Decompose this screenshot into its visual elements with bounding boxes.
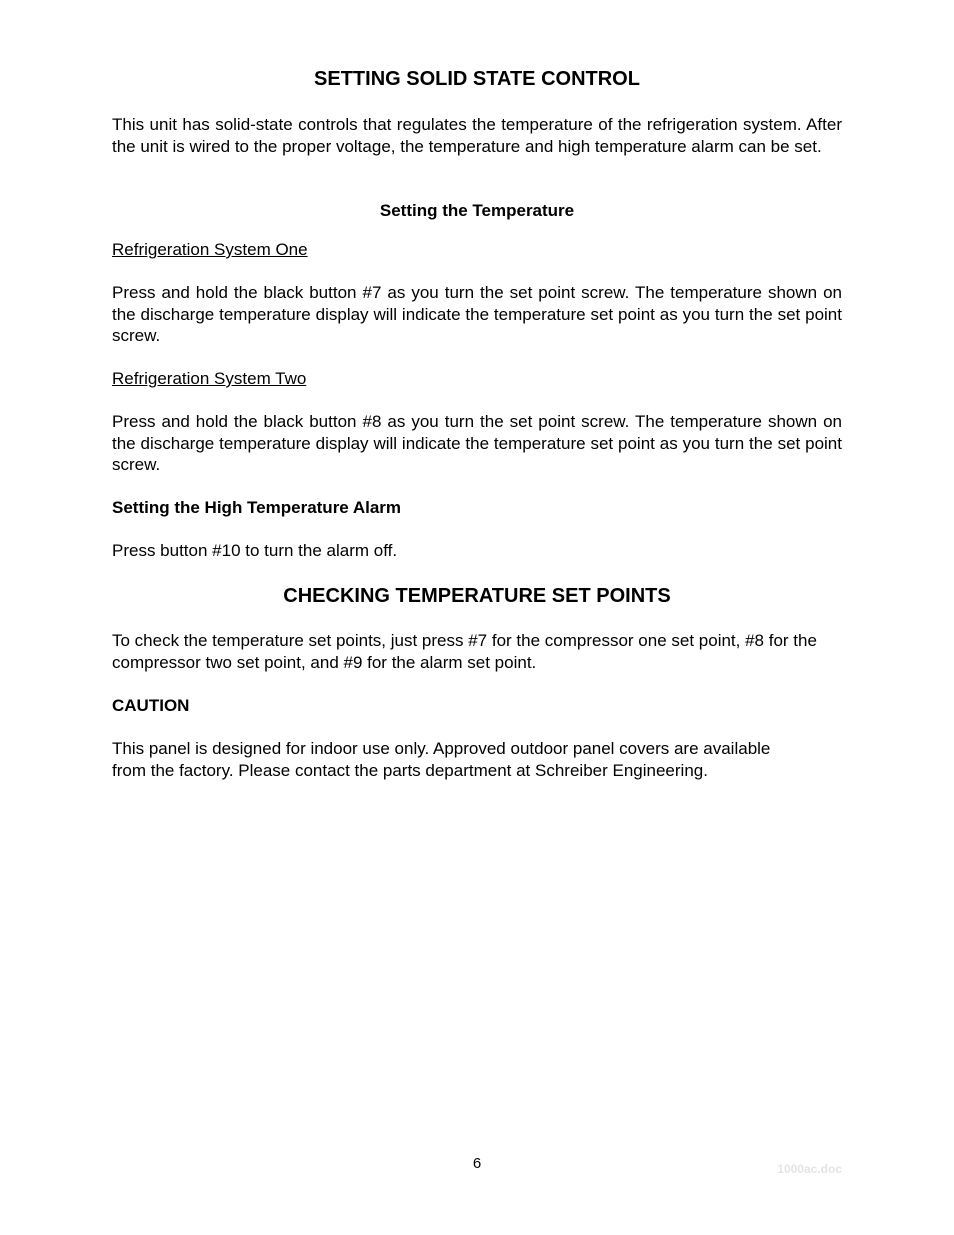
section-title-solid-state: SETTING SOLID STATE CONTROL bbox=[314, 68, 640, 90]
page-number: 6 bbox=[472, 1155, 482, 1172]
subheading-setting-temperature: Setting the Temperature bbox=[379, 201, 575, 220]
paragraph-system-one: Press and hold the black button #7 as you turn the set point screw. The temperature shown on the discharge temperature display will indicate the temperature set point as you turn the set point screw. bbox=[112, 283, 842, 345]
label-system-two: Refrigeration System Two bbox=[112, 369, 307, 388]
paragraph-system-two: Press and hold the black button #8 as you turn the set point screw. The temperature shown on the discharge temperature display will indicate the temperature set point as you turn the set point screw. bbox=[112, 412, 842, 474]
paragraph-caution: This panel is designed for indoor use only. Approved outdoor panel covers are available from the factory. Please contact the parts department at Schreiber Engineering. bbox=[112, 739, 771, 780]
section-title-checking: CHECKING TEMPERATURE SET POINTS bbox=[283, 585, 671, 607]
caution-heading: CAUTION bbox=[112, 696, 190, 715]
intro-paragraph: This unit has solid-state controls that regulates the temperature of the refrigeration system. After the unit is wired to the proper voltage, the temperature and high temperature alarm can be set. bbox=[112, 115, 842, 156]
paragraph-high-temp-alarm: Press button #10 to turn the alarm off. bbox=[112, 541, 398, 560]
subheading-high-temp-alarm: Setting the High Temperature Alarm bbox=[112, 498, 402, 517]
label-system-one: Refrigeration System One bbox=[112, 240, 308, 259]
document-filename: 1000ac.doc bbox=[777, 1162, 842, 1176]
paragraph-checking: To check the temperature set points, just press #7 for the compressor one set point, #8 for the compressor two set point, and #9 for the alarm set point. bbox=[112, 631, 817, 672]
